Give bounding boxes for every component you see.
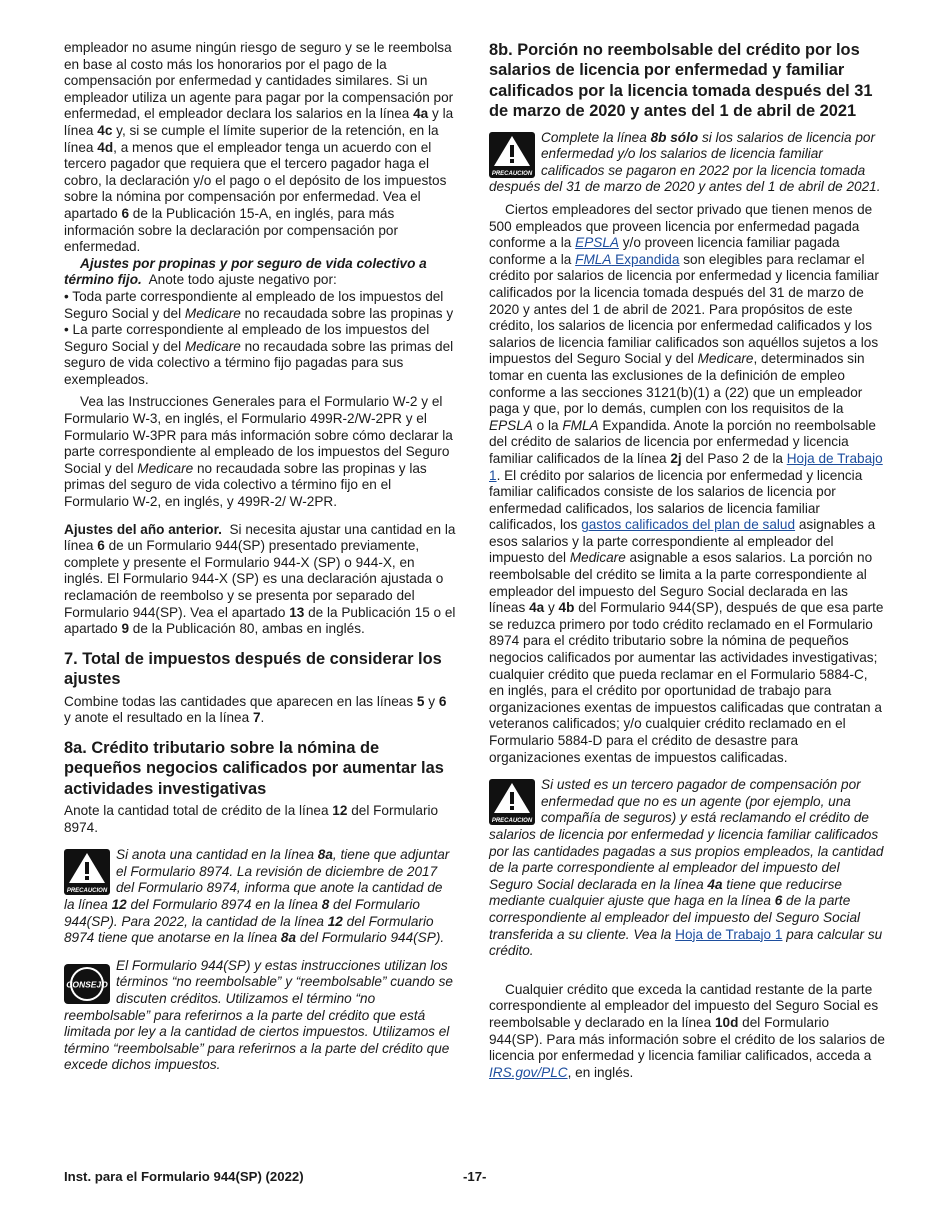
caution-note-8b bbox=[489, 130, 885, 196]
health-plan-expenses-link[interactable]: gastos calificados del plan de salud bbox=[581, 517, 796, 533]
right-column bbox=[489, 40, 885, 1081]
paragraph-prior-year: Ajustes del año anterior. Si necesita ajustar una cantidad en la línea 6 de un Formulario 944(SP) presentado previamente, complete y presente el Formulario 944-X (SP) o 944-X, en inglés. El Formulario 944-X (SP) es una declaración ajustada o reclamación de reembolso y se presenta por separado del Formulario 944(SP). Vea el apartado 13 de la Publicación 15 o el apartado 9 de la Publicación 80, ambas en inglés. bbox=[64, 521, 456, 637]
irs-plc-link[interactable]: IRS.gov/PLC bbox=[489, 1064, 568, 1080]
paragraph-line-7: Combine todas las cantidades que aparecen en las líneas 5 y 6 y anote el resultado en la línea 7. bbox=[64, 693, 447, 726]
paragraph-compensation-agent: empleador no asume ningún riesgo de seguro y se le reembolsa en base al costo más los honorarios por el pago de la compensación por enfermedad y cantidades similares. Si un empleador utiliza un agente para pagar por la compensación por enfermedad, el empleador declara los salarios en la línea 4a y la línea 4c y, si se cumple el límite superior de la retención, en la línea 4d, a menos que el empleador tenga un acuerdo con el tercero pagador que requiera que el tercero pagador haga el cobro, la declaración y/o el pago o el depósito de los impuestos sobre la nómina por compensación por enfermedad. Vea el apartado 6 de la Publicación 15-A, en inglés, para más información sobre la declaración por compensación por enfermedad. bbox=[64, 40, 454, 255]
worksheet-1-link[interactable]: Hoja de Trabajo 1 bbox=[489, 450, 883, 483]
caution-icon bbox=[489, 779, 535, 825]
left-column bbox=[64, 40, 456, 1074]
caution-icon bbox=[489, 132, 535, 178]
svg-text:CONSEJO: CONSEJO bbox=[66, 979, 108, 990]
heading-line-7: 7. Total de impuestos después de considerar los ajustes bbox=[64, 649, 442, 689]
caution-text: Si usted es un tercero pagador de compensación por enfermedad que no es un agente (por ejemplo, una compañía de seguros) y está reclamando el crédito de salarios de licencia por enfermedad y licencia familiar calificados por las cantidades pagadas a sus propios empleados, la cantidad de la parte correspondiente al empleador del impuesto del Seguro Social declarada en la línea 4a tiene que reducirse mediante cualquier ajuste que haga en la línea 6 de la parte correspondiente al empleador del impuesto del Seguro Social transferida a su cliente. Vea la Hoja de Trabajo 1 para calcular su crédito. bbox=[489, 777, 884, 959]
epsla-link[interactable]: EPSLA bbox=[575, 235, 619, 251]
fmla-expandida-link[interactable]: FMLA Expandida bbox=[575, 251, 680, 267]
paragraph-see-instructions: Vea las Instrucciones Generales para el Formulario W-2 y el Formulario W-3, en inglés, el Formulario 499R-2/W-2PR y el Formulario W-3PR para más información sobre cómo declarar la parte correspondiente al empleado de los impuestos del Seguro Social y del Medicare no recaudada sobre las propinas y las primas del seguro de vida colectivo a término fijo en el Formulario W-2, en inglés, y 499R-2/ W-2PR. bbox=[64, 394, 453, 510]
bullet-item: • La parte correspondiente al empleado de los impuestos del Seguro Social y del Medicare no recaudada sobre las primas del seguro de vida colectivo a término fijo pagadas para sus exempleados. bbox=[64, 322, 454, 387]
tip-icon bbox=[64, 964, 110, 1004]
heading-line-8b: 8b. Porción no reembolsable del crédito por los salarios de licencia por enfermedad y familiar calificados por la licencia tomada después del 31 de marzo de 2020 y antes del 1 de abril de 2021 bbox=[489, 41, 873, 121]
page-number: -17- bbox=[463, 1169, 487, 1184]
page-footer bbox=[64, 1169, 886, 1184]
paragraph-line-8b: Ciertos empleadores del sector privado que tienen menos de 500 empleados que proveen licencia por enfermedad pagada conforme a la EPSLA y/o proveen licencia familiar pagada conforme a la FMLA Expandida son elegibles para reclamar el crédito por salarios de licencia por enfermedad y licencia familiar calificados por la licencia tomada después del 31 de marzo de 2020 y antes del 1 de abril de 2021. Para propósitos de este crédito, los salarios de licencia por enfermedad calificados y los salarios de licencia familiar calificados son aquéllos sujetos a los impuestos del Seguro Social y del Medicare, determinados sin tomar en cuenta las exclusiones de la definición de empleo conforme a las secciones 3121(b)(1) a (22) que un empleador paga y que, por lo demás, cumplen con los requisitos de la EPSLA o la FMLA Expandida. Anote la porción no reembolsable del crédito de salarios de licencia por enfermedad y licencia familiar calificados de la línea 2j del Paso 2 de la Hoja de Trabajo 1. El crédito por salarios de licencia por enfermedad y licencia familiar calificados consiste de los salarios de licencia por enfermedad calificados, los salarios de licencia familiar calificados, los gastos calificados del plan de salud asignables a esos salarios y la parte correspondiente al empleador del impuesto del Medicare asignable a esos salarios. La porción no reembolsable del crédito se limita a la parte correspondiente al empleador del impuesto del Seguro Social declarada en las líneas 4a y 4b del Formulario 944(SP), después de que esa parte se reduzca primero por todo crédito reclamado en el Formulario 8974 para el crédito tributario sobre la nómina de pequeños negocios calificados por aumentar las actividades investigativas; cualquier crédito que pueda reclamar en el Formulario 5884-C, en inglés, para el crédito por oportunidad de trabajo para organizaciones exentas de impuestos calificadas que contratan a veteranos calificados; y/o cualquier crédito reclamado en el Formulario 5884-D para el crédito de desastre para organizaciones exentas de impuestos calificadas. bbox=[489, 202, 884, 765]
caution-text: Si anota una cantidad en la línea 8a, tiene que adjuntar el Formulario 8974. La revisión de diciembre de 2017 del Formulario 8974, informa que anote la cantidad de la línea 12 del Formulario 8974 en la línea 8 del Formulario 944(SP). Para 2022, la cantidad de la línea 12 del Formulario 8974 tiene que anotarse en la línea 8a del Formulario 944(SP). bbox=[64, 847, 450, 946]
worksheet-1-link[interactable]: Hoja de Trabajo 1 bbox=[675, 926, 783, 942]
caution-icon bbox=[64, 849, 110, 895]
paragraph-tips-adjustments: Ajustes por propinas y por seguro de vida colectivo a término fijo. Anote todo ajuste negativo por: bbox=[64, 255, 427, 288]
svg-text:PRECAUCION: PRECAUCION bbox=[491, 170, 533, 177]
bullet-item: • Toda parte correspondiente al empleado de los impuestos del Seguro Social y del Medicare no recaudada sobre las propinas y bbox=[64, 288, 454, 321]
paragraph-line-8a: Anote la cantidad total de crédito de la línea 12 del Formulario 8974. bbox=[64, 803, 439, 835]
footer-form-title: Inst. para el Formulario 944(SP) (2022) bbox=[64, 1169, 304, 1184]
heading-line-8a: 8a. Crédito tributario sobre la nómina de pequeños negocios calificados por aumentar las actividades investigativas bbox=[64, 738, 444, 798]
svg-text:PRECAUCION: PRECAUCION bbox=[491, 818, 533, 825]
caution-text: Complete la línea 8b sólo si los salarios de licencia por enfermedad y/o los salarios de licencia familiar calificados se pagaron en 2022 por la licencia tomada después del 31 de marzo de 2020 y antes del 1 de abril de 2021. bbox=[489, 129, 881, 195]
svg-text:PRECAUCION: PRECAUCION bbox=[66, 888, 108, 895]
paragraph-refundable-credit: Cualquier crédito que exceda la cantidad restante de la parte correspondiente al empleador del impuesto del Seguro Social es reembolsable y declarado en la línea 10d del Formulario 944(SP). Para más información sobre el crédito de los salarios de licencia por enfermedad y licencia familiar calificados, acceda a IRS.gov/PLC, en inglés. bbox=[489, 981, 885, 1080]
tip-text: El Formulario 944(SP) y estas instrucciones utilizan los términos “no reembolsable” y “reembolsable” cuando se discuten créditos. Utilizamos el término “no reembolsable” para referirnos a la parte del crédito que está limitada por ley a la cantidad de ciertos impuestos. Utilizamos el término “reembolsable” para referirnos a la parte del crédito que excede dichos impuestos. bbox=[64, 957, 453, 1073]
tip-note bbox=[64, 958, 456, 1074]
caution-note-third-party bbox=[489, 777, 885, 960]
caution-note-8a bbox=[64, 847, 456, 947]
